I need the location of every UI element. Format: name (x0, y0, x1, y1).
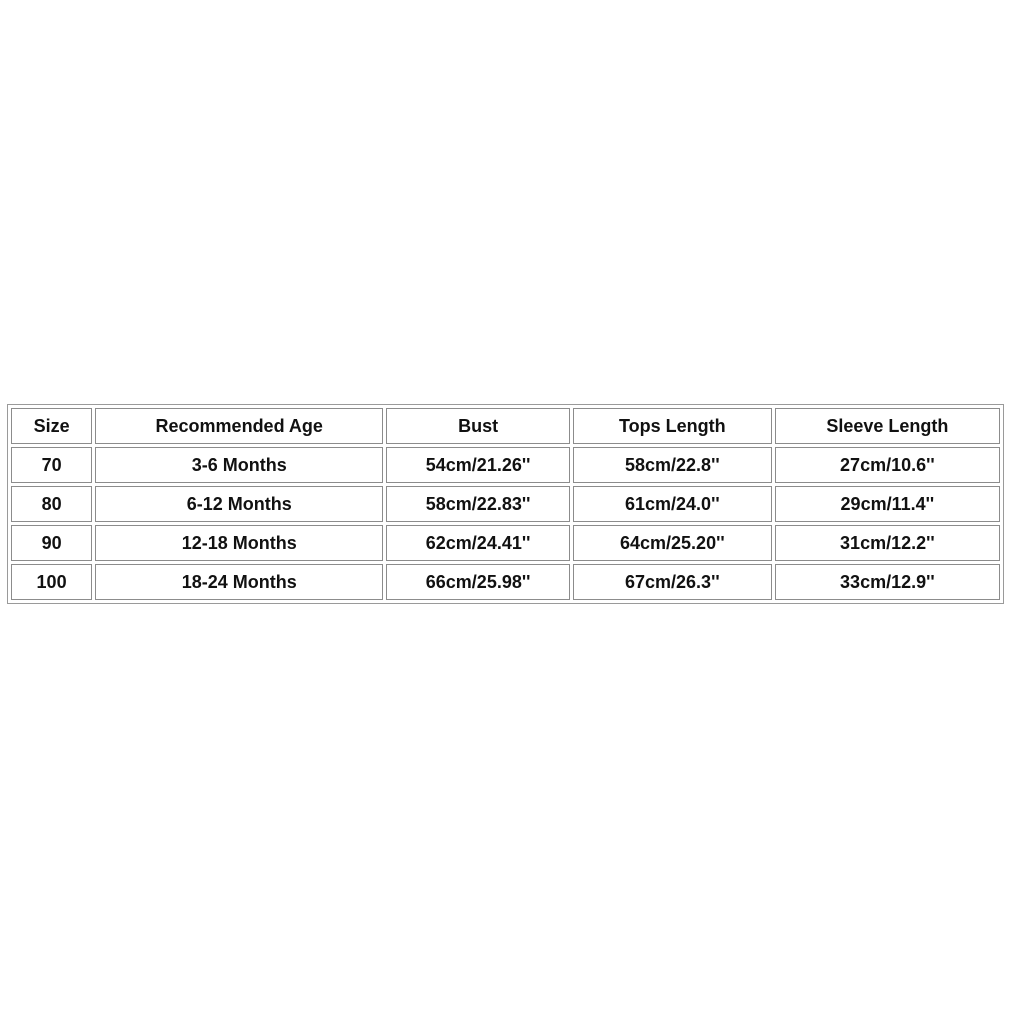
cell-bust: 66cm/25.98'' (386, 564, 570, 600)
cell-tops-length: 58cm/22.8'' (573, 447, 772, 483)
cell-bust: 54cm/21.26'' (386, 447, 570, 483)
cell-tops-length: 61cm/24.0'' (573, 486, 772, 522)
cell-size: 90 (11, 525, 92, 561)
cell-tops-length: 64cm/25.20'' (573, 525, 772, 561)
cell-size: 80 (11, 486, 92, 522)
cell-bust: 62cm/24.41'' (386, 525, 570, 561)
header-sleeve-length: Sleeve Length (775, 408, 1000, 444)
table-row (11, 447, 1000, 483)
header-tops-length: Tops Length (573, 408, 772, 444)
table-row (11, 525, 1000, 561)
cell-bust: 58cm/22.83'' (386, 486, 570, 522)
header-size: Size (11, 408, 92, 444)
cell-size: 100 (11, 564, 92, 600)
header-recommended-age: Recommended Age (95, 408, 383, 444)
table-row (11, 564, 1000, 600)
cell-sleeve-length: 29cm/11.4'' (775, 486, 1000, 522)
cell-recommended-age: 3-6 Months (95, 447, 383, 483)
cell-size: 70 (11, 447, 92, 483)
table-header-row (11, 408, 1000, 444)
table-row (11, 486, 1000, 522)
cell-recommended-age: 12-18 Months (95, 525, 383, 561)
cell-sleeve-length: 33cm/12.9'' (775, 564, 1000, 600)
cell-recommended-age: 18-24 Months (95, 564, 383, 600)
cell-tops-length: 67cm/26.3'' (573, 564, 772, 600)
size-chart-table (7, 404, 1004, 604)
cell-recommended-age: 6-12 Months (95, 486, 383, 522)
cell-sleeve-length: 27cm/10.6'' (775, 447, 1000, 483)
cell-sleeve-length: 31cm/12.2'' (775, 525, 1000, 561)
header-bust: Bust (386, 408, 570, 444)
